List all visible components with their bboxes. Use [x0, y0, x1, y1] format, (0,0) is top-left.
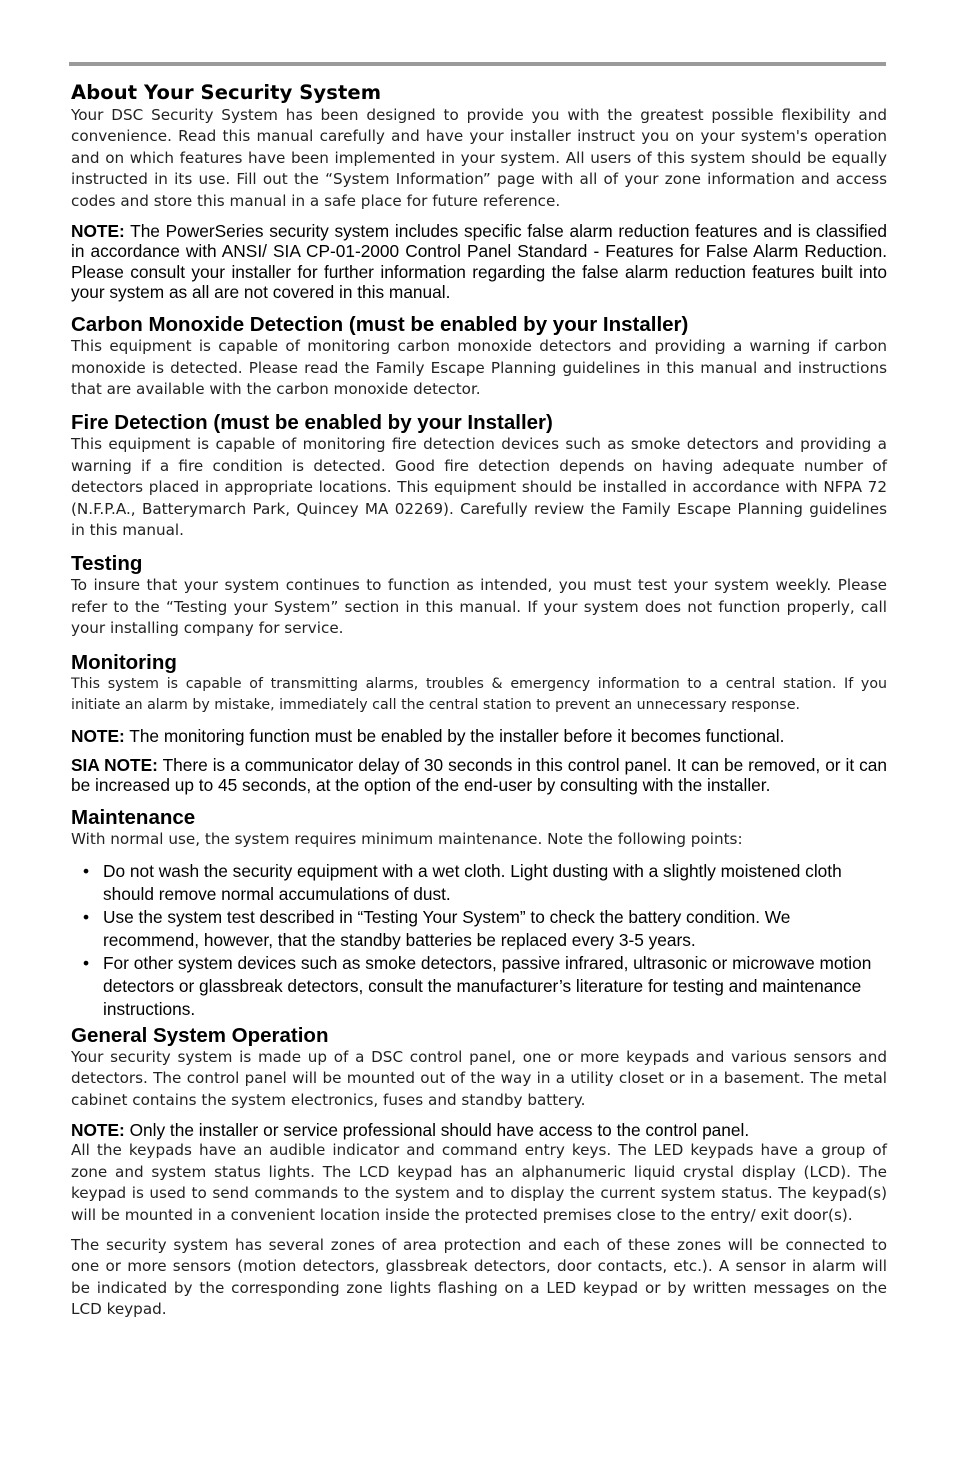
monitoring-note — [71, 726, 887, 746]
general-note — [71, 1120, 887, 1140]
list-item — [71, 860, 887, 906]
fire-heading: Fire Detection (must be enabled by your Installer) — [71, 411, 553, 435]
about-note — [71, 221, 887, 302]
note-text: Only the installer or service professional should have access to the control panel. — [129, 1120, 750, 1141]
note-text: The monitoring function must be enabled by the installer before it becomes functional. — [129, 725, 785, 746]
about-heading: About Your Security System — [71, 81, 382, 104]
list-item — [71, 952, 887, 1021]
maintenance-list — [71, 860, 887, 1021]
note-label: NOTE: — [71, 725, 125, 746]
testing-body: To insure that your system continues to function as intended, you must test your system weekly. Please refer to the “Testing your System” section in this manual. If your system does not function properly, call your installing company for service. — [71, 576, 887, 638]
carbon-body: This equipment is capable of monitoring carbon monoxide detectors and providing a warning if carbon monoxide is detected. Please read the Family Escape Planning guidelines in this manual and instructions that are available with the carbon monoxide detector. — [71, 337, 887, 399]
list-item-text: Do not wash the security equipment with a wet cloth. Light dusting with a slightly moistened cloth should remove normal accumulations of dust. — [103, 860, 842, 904]
top-rule — [69, 62, 886, 66]
maintenance-body: With normal use, the system requires minimum maintenance. Note the following points: — [71, 830, 743, 849]
list-item — [71, 906, 887, 952]
note-label: NOTE: — [71, 1120, 125, 1141]
monitoring-body: This system is capable of transmitting alarms, troubles & emergency information to a central station. If you initiate an alarm by mistake, immediately call the central station to prevent an unnecessary response. — [71, 675, 887, 714]
fire-body: This equipment is capable of monitoring fire detection devices such as smoke detectors and providing a warning if a fire condition is detected. Good fire detection depends on having adequate number of detectors placed in appropriate locations. This equipment should be installed in accordance with NFPA 72 (N.F.P.A., Batterymarch Park, Quincey MA 02269). Carefully review the Family Escape Planning guidelines in this manual. — [71, 435, 887, 540]
general-body-2: All the keypads have an audible indicator and command entry keys. The LED keypads have a group of zone and system status lights. The LCD keypad has an alphanumeric liquid crystal display (LCD). The keypad is used to send commands to the system and to display the current system status. The keypad(s) will be mounted in a convenient location inside the protected premises close to the entry/ exit door(s). — [71, 1141, 887, 1224]
list-item-text: Use the system test described in “Testing Your System” to check the battery condition. We recommend, however, that the standby batteries be replaced every 3-5 years. — [103, 906, 791, 950]
testing-heading: Testing — [71, 552, 143, 576]
carbon-heading: Carbon Monoxide Detection (must be enabled by your Installer) — [71, 313, 689, 337]
general-heading: General System Operation — [71, 1023, 329, 1047]
maintenance-heading: Maintenance — [71, 806, 196, 830]
sia-note — [71, 755, 887, 796]
about-body: Your DSC Security System has been designed to provide you with the greatest possible flexibility and convenience. Read this manual carefully and have your installer instruct you on your system's operation and on which features have been implemented in your system. All users of this system should be equally instructed in its use. Fill out the “System Information” page with all of your zone information and access codes and store this manual in a safe place for future reference. — [71, 106, 887, 210]
page-content — [71, 81, 887, 1321]
note-label: NOTE: — [71, 221, 125, 242]
bullet-icon: • — [83, 860, 90, 881]
general-body-3: The security system has several zones of area protection and each of these zones will be connected to one or more sensors (motion detectors, glassbreak detectors, door contacts, etc.). A sensor in alarm will be indicated by the corresponding zone lights flashing on a LED keypad or by written messages on the LCD keypad. — [71, 1235, 887, 1319]
monitoring-heading: Monitoring — [71, 650, 177, 674]
sia-note-text: There is a communicator delay of 30 seconds in this control panel. It can be removed, or it can be increased up to 45 seconds, at the option of the end-user by consulting with the installer. — [71, 754, 887, 796]
list-item-text: For other system devices such as smoke detectors, passive infrared, ultrasonic or microwave motion detectors or glassbreak detectors, consult the manufacturer’s literature for testing and maintenance instructions. — [103, 952, 872, 1019]
note-text: The PowerSeries security system includes specific false alarm reduction features and is classified in accordance with ANSI/ SIA CP-01-2000 Control Panel Standard - Features for False Alarm Reduction. Please consult your installer for further information regarding the false alarm reduction features built into your system as all are not covered in this manual. — [71, 221, 887, 302]
sia-note-label: SIA NOTE: — [71, 754, 158, 775]
bullet-icon: • — [83, 906, 90, 927]
bullet-icon: • — [83, 952, 90, 973]
general-body: Your security system is made up of a DSC control panel, one or more keypads and various sensors and detectors. The control panel will be mounted out of the way in a utility closet or in a basement. The metal cabinet contains the system electronics, fuses and standby battery. — [71, 1047, 887, 1109]
